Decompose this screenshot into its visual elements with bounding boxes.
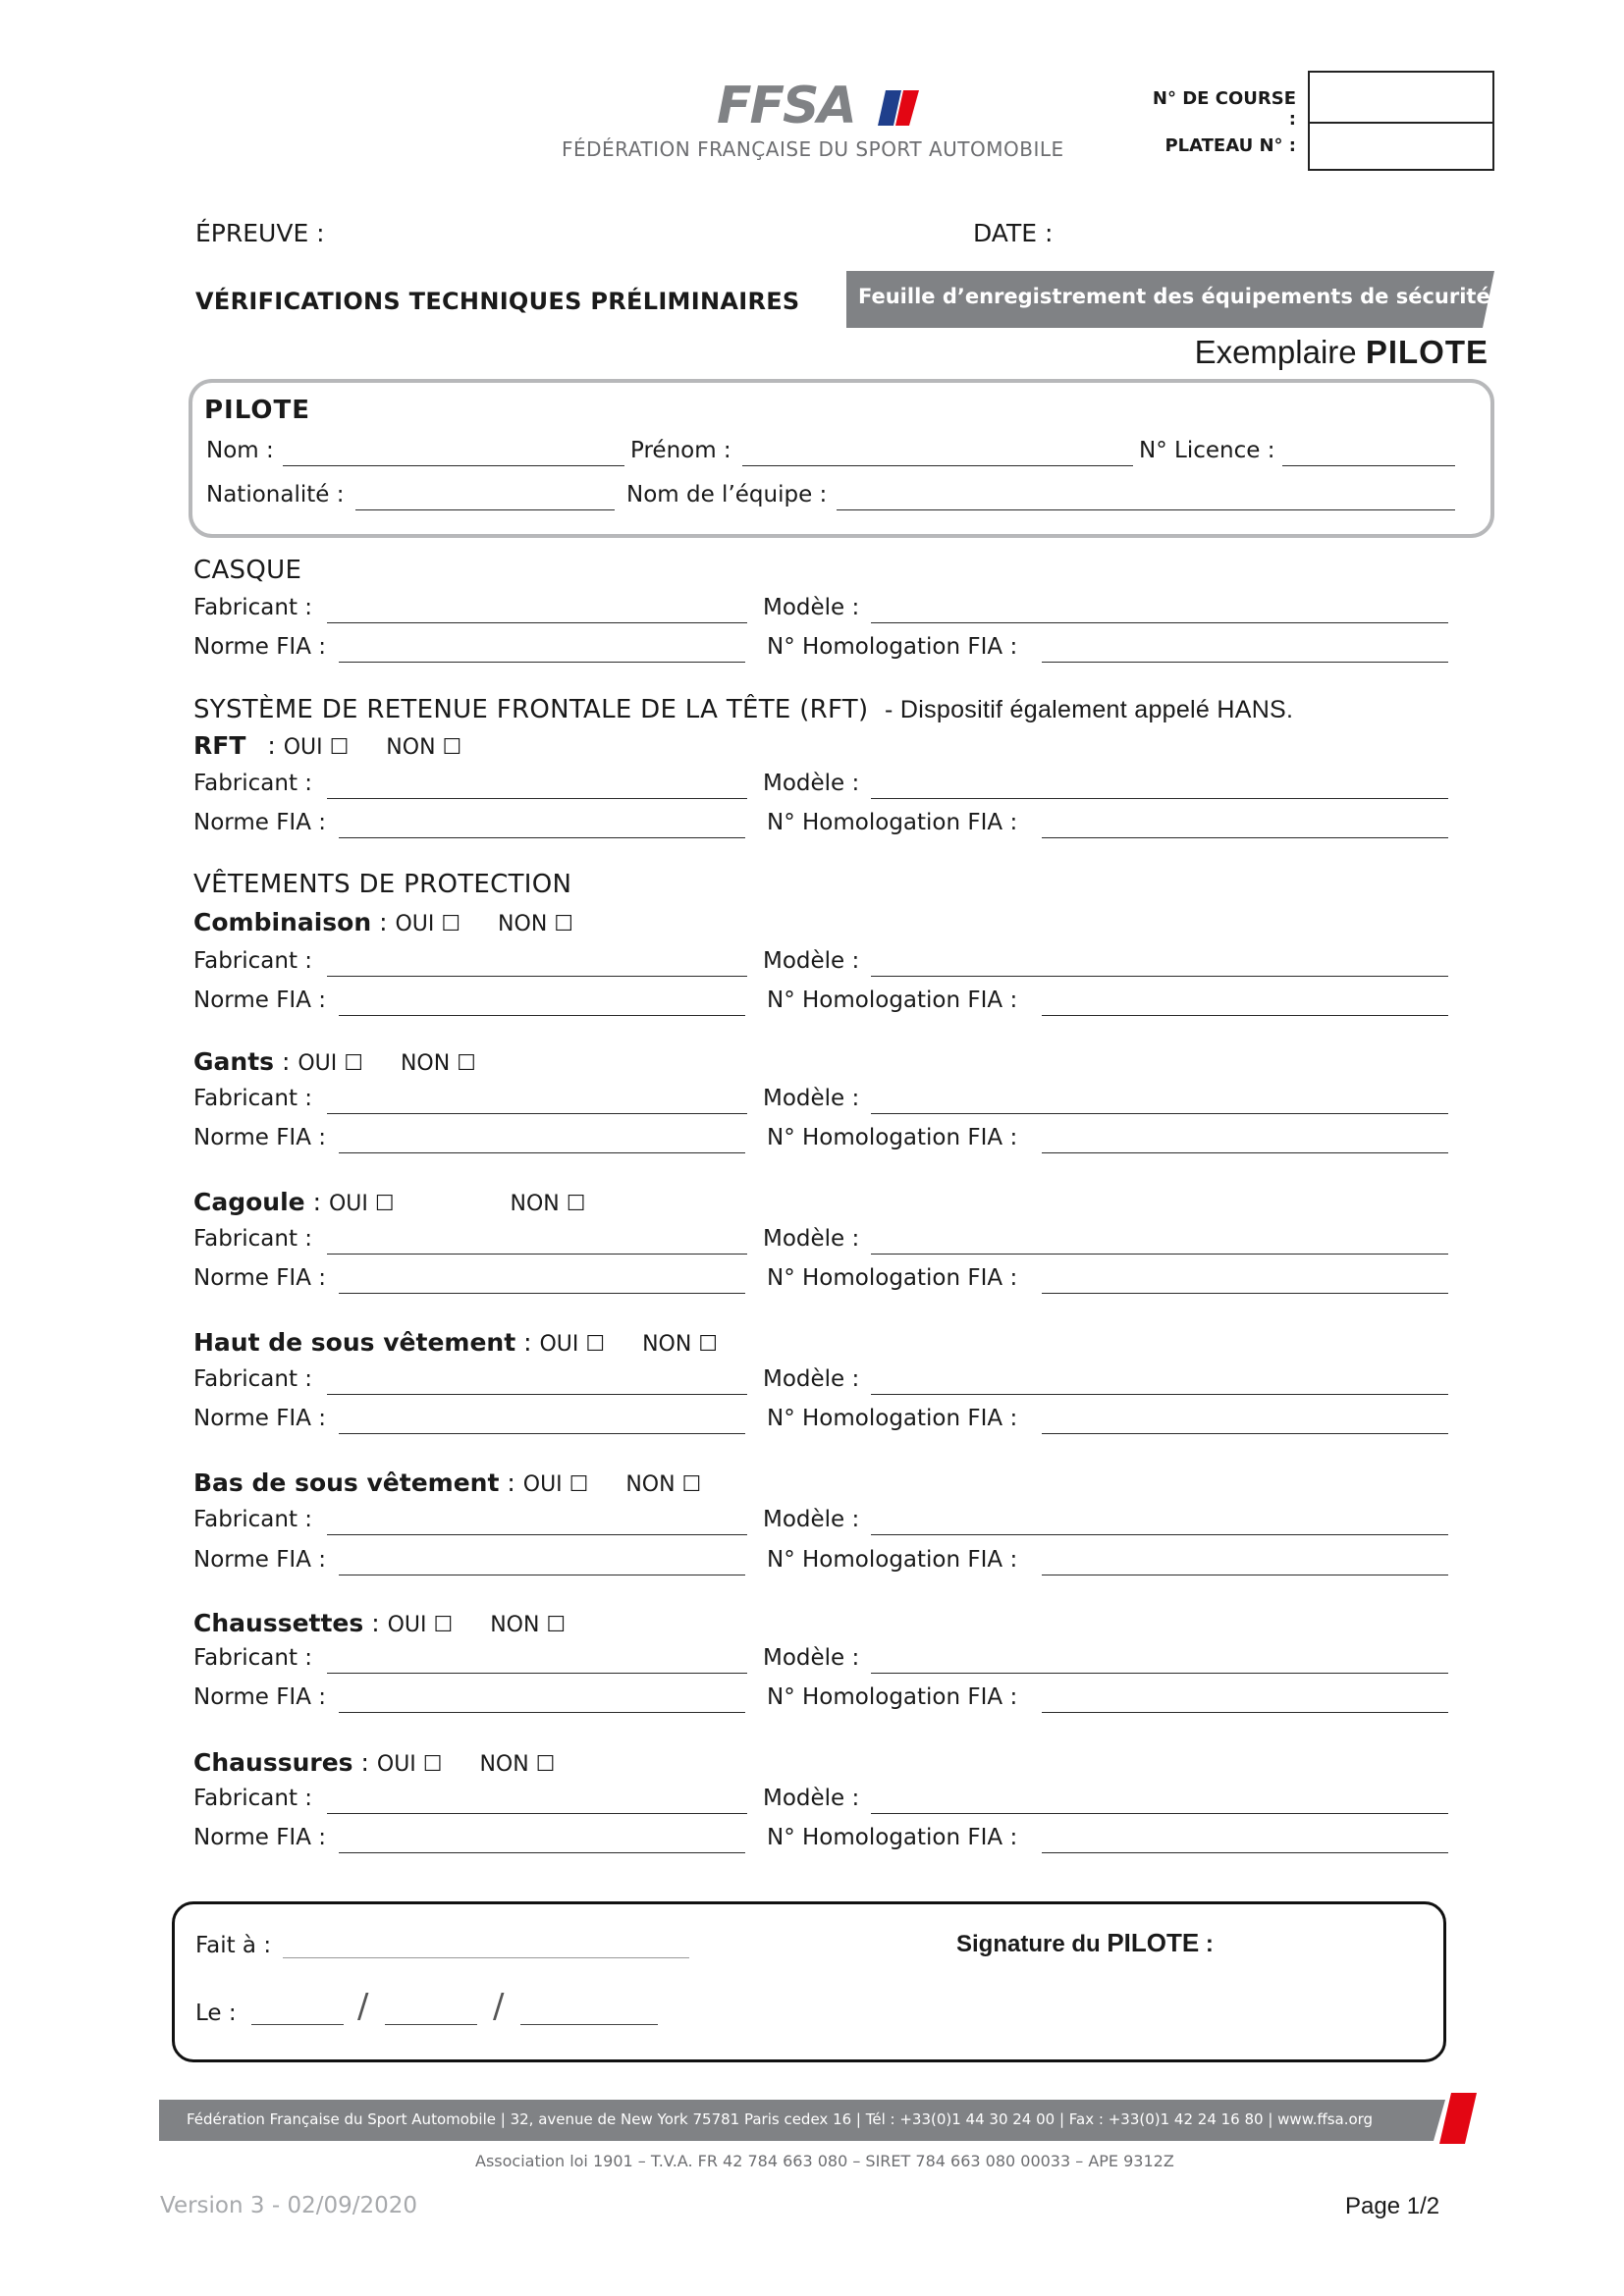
rft-fabricant-field[interactable] (327, 774, 747, 799)
course-number-field[interactable] (1308, 71, 1494, 124)
bas-oui-checkbox[interactable]: OUI ☐ (522, 1472, 589, 1497)
exemplaire-prefix: Exemplaire (1194, 334, 1357, 370)
norme-label: Norme FIA : (193, 1684, 327, 1710)
gants-modele-field[interactable] (871, 1090, 1448, 1114)
norme-label: Norme FIA : (193, 810, 327, 835)
plateau-label: PLATEAU N° : (1164, 135, 1296, 156)
homologation-label: N° Homologation FIA : (767, 1684, 1018, 1710)
modele-label: Modèle : (763, 595, 860, 620)
footer-bar (159, 2100, 1475, 2141)
chaussettes-modele-field[interactable] (871, 1649, 1448, 1674)
exemplaire-bold: PILOTE (1365, 334, 1489, 370)
equipe-label: Nom de l’équipe : (626, 482, 828, 507)
nom-label: Nom : (206, 438, 274, 463)
haut-norme-field[interactable] (339, 1410, 745, 1434)
rft-note: - Dispositif également appelé HANS. (885, 696, 1294, 723)
item-name: Gants (193, 1047, 275, 1076)
course-label: N° DE COURSE : (1152, 88, 1296, 130)
item-sep: : (363, 1609, 388, 1637)
combinaison-modele-field[interactable] (871, 952, 1448, 977)
rft-oui-checkbox[interactable]: OUI ☐ (283, 735, 350, 760)
date-slash-2: / (493, 1987, 505, 2026)
norme-label: Norme FIA : (193, 1265, 327, 1291)
rft-sub: RFT (193, 731, 246, 760)
chaussures-norme-field[interactable] (339, 1829, 745, 1853)
item-name: Chaussettes (193, 1609, 364, 1637)
nationalite-label: Nationalité : (206, 482, 345, 507)
modele-label: Modèle : (763, 771, 860, 796)
date-year-field[interactable] (520, 2002, 658, 2025)
fabricant-label: Fabricant : (193, 1645, 313, 1671)
cagoule-non-checkbox[interactable]: NON ☐ (510, 1192, 586, 1216)
item-sep: : (515, 1328, 540, 1357)
logo-flag-icon (878, 88, 921, 128)
cagoule-homologation-field[interactable] (1042, 1269, 1448, 1294)
combinaison-fabricant-field[interactable] (327, 952, 747, 977)
chaussures-fabricant-field[interactable] (327, 1789, 747, 1814)
gants-homologation-field[interactable] (1042, 1129, 1448, 1153)
fabricant-label: Fabricant : (193, 1786, 313, 1811)
chaussettes-homologation-field[interactable] (1042, 1688, 1448, 1713)
casque-title: CASQUE (193, 556, 302, 585)
modele-label: Modèle : (763, 1366, 860, 1392)
rft-modele-field[interactable] (871, 774, 1448, 799)
logo-text: FFSA (717, 77, 855, 135)
norme-label: Norme FIA : (193, 988, 327, 1013)
homologation-label: N° Homologation FIA : (767, 634, 1018, 660)
verif-title: VÉRIFICATIONS TECHNIQUES PRÉLIMINAIRES (195, 288, 800, 315)
plateau-number-field[interactable] (1308, 122, 1494, 171)
rft-title: SYSTÈME DE RETENUE FRONTALE DE LA TÊTE (RFT) (193, 695, 869, 724)
bas-modele-field[interactable] (871, 1511, 1448, 1535)
norme-label: Norme FIA : (193, 1547, 327, 1573)
fabricant-label: Fabricant : (193, 595, 313, 620)
item-sep: : (499, 1468, 523, 1497)
pilot-title: PILOTE (204, 396, 310, 425)
fabricant-label: Fabricant : (193, 1086, 313, 1111)
combinaison-row (193, 908, 573, 936)
homologation-label: N° Homologation FIA : (767, 810, 1018, 835)
item-name: Chaussures (193, 1748, 353, 1777)
prenom-label: Prénom : (630, 438, 731, 463)
homologation-label: N° Homologation FIA : (767, 1125, 1018, 1150)
chaussettes-norme-field[interactable] (339, 1688, 745, 1713)
homologation-label: N° Homologation FIA : (767, 1547, 1018, 1573)
equipe-field[interactable] (837, 486, 1455, 510)
epreuve-label: ÉPREUVE : (195, 219, 325, 247)
prenom-field[interactable] (742, 442, 1133, 466)
combinaison-oui-checkbox[interactable]: OUI ☐ (395, 912, 461, 936)
item-name: Bas de sous vêtement (193, 1468, 500, 1497)
item-name: Cagoule (193, 1188, 305, 1216)
homologation-label: N° Homologation FIA : (767, 988, 1018, 1013)
haut-row (193, 1328, 718, 1357)
rft-homologation-field[interactable] (1042, 814, 1448, 838)
footer-association: Association loi 1901 – T.V.A. FR 42 784 663 080 – SIRET 784 663 080 00033 – APE 9312Z (475, 2152, 1174, 2170)
chaussures-modele-field[interactable] (871, 1789, 1448, 1814)
federation-name: FÉDÉRATION FRANÇAISE DU SPORT AUTOMOBILE (562, 137, 1064, 161)
chaussures-oui-checkbox[interactable]: OUI ☐ (376, 1752, 443, 1777)
modele-label: Modèle : (763, 1226, 860, 1252)
item-sep: : (274, 1047, 298, 1076)
le-label: Le : (195, 2001, 237, 2026)
norme-label: Norme FIA : (193, 1825, 327, 1850)
exemplaire (1139, 334, 1489, 371)
item-sep: : (352, 1748, 377, 1777)
nationalite-field[interactable] (355, 486, 615, 510)
homologation-label: N° Homologation FIA : (767, 1825, 1018, 1850)
version-text: Version 3 - 02/09/2020 (160, 2193, 418, 2218)
vetements-title: VÊTEMENTS DE PROTECTION (193, 870, 572, 899)
modele-label: Modèle : (763, 1086, 860, 1111)
footer-flag-icon (1435, 2093, 1479, 2144)
rft-norme-field[interactable] (339, 814, 745, 838)
item-name: Haut de sous vêtement (193, 1328, 516, 1357)
cagoule-fabricant-field[interactable] (327, 1230, 747, 1255)
norme-label: Norme FIA : (193, 634, 327, 660)
fabricant-label: Fabricant : (193, 1366, 313, 1392)
norme-label: Norme FIA : (193, 1406, 327, 1431)
modele-label: Modèle : (763, 1786, 860, 1811)
rft-sub-row (193, 731, 461, 760)
date-month-field[interactable] (385, 2002, 477, 2025)
modele-label: Modèle : (763, 1507, 860, 1532)
fabricant-label: Fabricant : (193, 771, 313, 796)
cagoule-row (193, 1188, 585, 1216)
casque-modele-field[interactable] (871, 599, 1448, 623)
date-slash-1: / (357, 1987, 369, 2026)
homologation-label: N° Homologation FIA : (767, 1265, 1018, 1291)
casque-fabricant-field[interactable] (327, 599, 747, 623)
cagoule-norme-field[interactable] (339, 1269, 745, 1294)
chaussures-non-checkbox[interactable]: NON ☐ (479, 1752, 556, 1777)
chaussettes-row (193, 1609, 566, 1637)
bas-non-checkbox[interactable]: NON ☐ (625, 1472, 702, 1497)
footer-bar-text: Fédération Française du Sport Automobile | 32, avenue de New York 75781 Paris cedex 16 | Tél : +33(0)1 44 30 24 00 | Fax : +33(0)1 42 24 16 80 | www.ffsa.org (187, 2110, 1374, 2128)
haut-homologation-field[interactable] (1042, 1410, 1448, 1434)
licence-label: N° Licence : (1139, 438, 1275, 463)
haut-modele-field[interactable] (871, 1370, 1448, 1395)
signature-suffix: : (1199, 1931, 1214, 1957)
ffsa-logo (717, 77, 923, 135)
fait-a-field[interactable] (283, 1936, 689, 1958)
cagoule-modele-field[interactable] (871, 1230, 1448, 1255)
item-name: Combinaison (193, 908, 372, 936)
rft-title-row (193, 695, 1293, 724)
bas-homologation-field[interactable] (1042, 1551, 1448, 1575)
date-day-field[interactable] (251, 2002, 344, 2025)
fait-a-label: Fait à : (195, 1933, 272, 1958)
signature-label (956, 1928, 1214, 1958)
rft-non-checkbox[interactable]: NON ☐ (386, 735, 462, 760)
fabricant-label: Fabricant : (193, 948, 313, 974)
homologation-label: N° Homologation FIA : (767, 1406, 1018, 1431)
signature-prefix: Signature du (956, 1931, 1101, 1957)
chaussettes-non-checkbox[interactable]: NON ☐ (490, 1613, 567, 1637)
haut-non-checkbox[interactable]: NON ☐ (642, 1332, 719, 1357)
chaussettes-fabricant-field[interactable] (327, 1649, 747, 1674)
combinaison-homologation-field[interactable] (1042, 991, 1448, 1016)
banner-text: Feuille d’enregistrement des équipements de sécurité (858, 285, 1490, 308)
fabricant-label: Fabricant : (193, 1507, 313, 1532)
gants-row (193, 1047, 476, 1076)
modele-label: Modèle : (763, 1645, 860, 1671)
gants-oui-checkbox[interactable]: OUI ☐ (298, 1051, 363, 1076)
norme-label: Norme FIA : (193, 1125, 327, 1150)
rft-sep: : (267, 731, 284, 760)
signature-box (172, 1901, 1446, 2062)
combinaison-norme-field[interactable] (339, 991, 745, 1016)
gants-norme-field[interactable] (339, 1129, 745, 1153)
haut-fabricant-field[interactable] (327, 1370, 747, 1395)
gants-fabricant-field[interactable] (327, 1090, 747, 1114)
nom-field[interactable] (283, 442, 624, 466)
page-number: Page 1/2 (1345, 2193, 1440, 2219)
item-sep: : (304, 1188, 329, 1216)
bas-row (193, 1468, 701, 1497)
date-label: DATE : (973, 219, 1054, 247)
signature-bold: PILOTE (1107, 1928, 1200, 1957)
licence-field[interactable] (1282, 442, 1455, 466)
chaussures-homologation-field[interactable] (1042, 1829, 1448, 1853)
haut-oui-checkbox[interactable]: OUI ☐ (539, 1332, 606, 1357)
fabricant-label: Fabricant : (193, 1226, 313, 1252)
bas-norme-field[interactable] (339, 1551, 745, 1575)
bas-fabricant-field[interactable] (327, 1511, 747, 1535)
chaussures-row (193, 1748, 555, 1777)
chaussettes-oui-checkbox[interactable]: OUI ☐ (387, 1613, 454, 1637)
item-sep: : (371, 908, 396, 936)
casque-norme-field[interactable] (339, 638, 745, 663)
casque-homologation-field[interactable] (1042, 638, 1448, 663)
combinaison-non-checkbox[interactable]: NON ☐ (498, 912, 573, 936)
modele-label: Modèle : (763, 948, 860, 974)
cagoule-oui-checkbox[interactable]: OUI ☐ (328, 1192, 395, 1216)
banner (846, 271, 1494, 328)
gants-non-checkbox[interactable]: NON ☐ (400, 1051, 476, 1076)
